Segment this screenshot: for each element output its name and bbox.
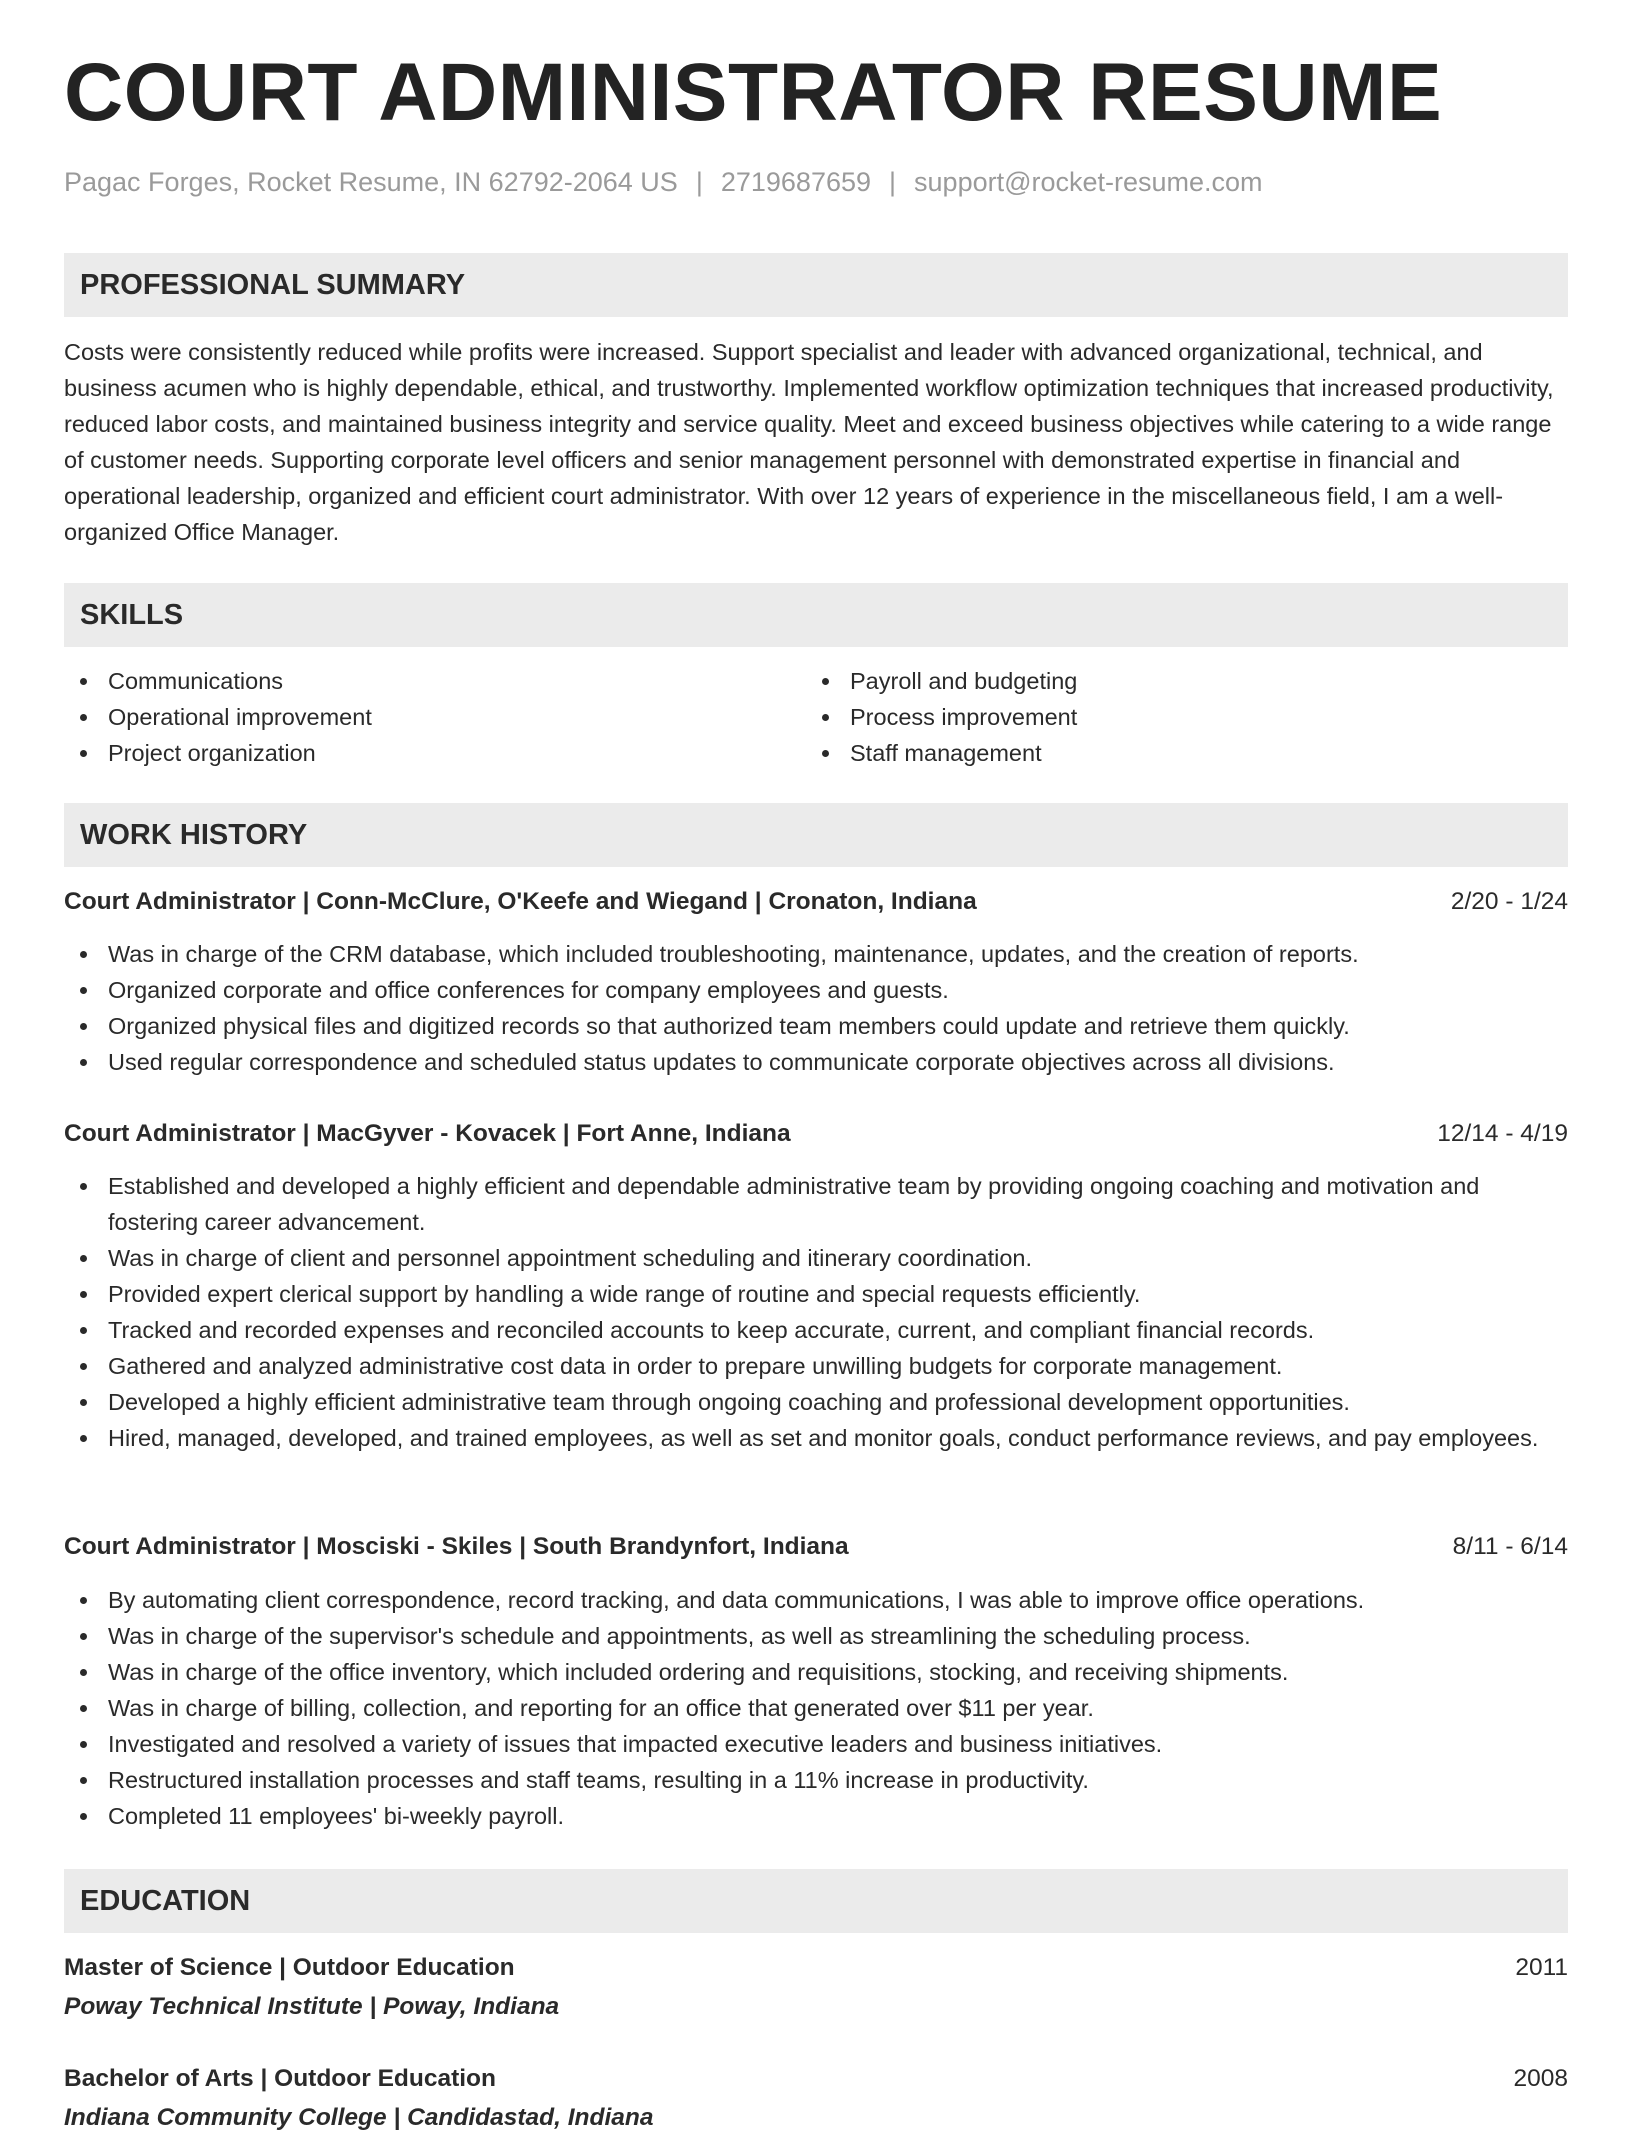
section-header-work-history bbox=[64, 803, 1568, 867]
education-year: 2011 bbox=[1515, 1954, 1568, 1981]
job-bullet: Organized corporate and office conferences for company employees and guests. bbox=[64, 972, 1568, 1008]
job-bullets bbox=[64, 936, 1568, 1080]
job-bullet: By automating client correspondence, record tracking, and data communications, I was able to improve office operations. bbox=[64, 1582, 1568, 1618]
job-bullet: Was in charge of the CRM database, which included troubleshooting, maintenance, updates, and the creation of reports. bbox=[64, 936, 1568, 972]
education-degree: Bachelor of Arts | Outdoor Education bbox=[64, 2065, 496, 2092]
job-bullet: Was in charge of the supervisor's schedule and appointments, as well as streamlining the scheduling process. bbox=[64, 1618, 1568, 1654]
job-bullet: Was in charge of client and personnel appointment scheduling and itinerary coordination. bbox=[64, 1240, 1568, 1276]
job-bullet: Used regular correspondence and scheduled status updates to communicate corporate objectives across all divisions. bbox=[64, 1044, 1568, 1080]
contact-line bbox=[64, 166, 1263, 198]
job-dates: 2/20 - 1/24 bbox=[1450, 888, 1568, 915]
skill-item: Operational improvement bbox=[64, 699, 764, 735]
job-bullets bbox=[64, 1168, 1568, 1456]
education-year: 2008 bbox=[1513, 2065, 1568, 2092]
education-header bbox=[64, 1953, 1568, 1982]
job-header bbox=[64, 887, 1568, 916]
skill-item: Process improvement bbox=[806, 699, 1506, 735]
job-bullet: Developed a highly efficient administrative team through ongoing coaching and professional development opportunities. bbox=[64, 1384, 1568, 1420]
job-bullet: Was in charge of the office inventory, which included ordering and requisitions, stocking, and receiving shipments. bbox=[64, 1654, 1568, 1690]
job-bullet: Hired, managed, developed, and trained employees, as well as set and monitor goals, conduct performance reviews, and pay employees. bbox=[64, 1420, 1568, 1456]
contact-address: Pagac Forges, Rocket Resume, IN 62792-2064 US bbox=[64, 167, 678, 197]
job-bullet: Provided expert clerical support by handling a wide range of routine and special requests efficiently. bbox=[64, 1276, 1568, 1312]
contact-email[interactable]: support@rocket-resume.com bbox=[914, 167, 1263, 197]
job-bullet: Gathered and analyzed administrative cost data in order to prepare unwilling budgets for corporate management. bbox=[64, 1348, 1568, 1384]
resume-title: COURT ADMINISTRATOR RESUME bbox=[64, 47, 1443, 138]
job-bullet: Completed 11 employees' bi-weekly payroll. bbox=[64, 1798, 1568, 1834]
contact-separator: | bbox=[889, 167, 897, 197]
job-title: Court Administrator | MacGyver - Kovacek | Fort Anne, Indiana bbox=[64, 1120, 791, 1147]
education-institution: Indiana Community College | Candidastad, Indiana bbox=[64, 2104, 654, 2131]
education-degree: Master of Science | Outdoor Education bbox=[64, 1954, 515, 1981]
job-bullet: Investigated and resolved a variety of issues that impacted executive leaders and business initiatives. bbox=[64, 1726, 1568, 1762]
summary-text: Costs were consistently reduced while profits were increased. Support specialist and leader with advanced organizational, technical, and business acumen who is highly dependable, ethical, and trustworthy. Implemented workflow optimization techniques that increased productivity, reduced labor costs, and maintained business integrity and service quality. Meet and exceed business objectives while catering to a wide range of customer needs. Supporting corporate level officers and senior management personnel with demonstrated expertise in financial and operational leadership, organized and efficient court administrator. With over 12 years of experience in the miscellaneous field, I am a well-organized Office Manager. bbox=[64, 339, 1554, 545]
job-dates: 12/14 - 4/19 bbox=[1437, 1120, 1568, 1147]
education-institution: Poway Technical Institute | Poway, Indiana bbox=[64, 1993, 560, 2020]
skill-item: Communications bbox=[64, 663, 764, 699]
skill-item: Project organization bbox=[64, 735, 764, 771]
job-header bbox=[64, 1532, 1568, 1561]
section-title: SKILLS bbox=[80, 599, 184, 631]
section-header-education bbox=[64, 1869, 1568, 1933]
education-header bbox=[64, 2064, 1568, 2093]
job-title: Court Administrator | Mosciski - Skiles | South Brandynfort, Indiana bbox=[64, 1533, 849, 1560]
section-title: PROFESSIONAL SUMMARY bbox=[80, 269, 466, 301]
job-title: Court Administrator | Conn-McClure, O'Keefe and Wiegand | Cronaton, Indiana bbox=[64, 888, 977, 915]
section-header-summary bbox=[64, 253, 1568, 317]
section-title: EDUCATION bbox=[80, 1885, 251, 1917]
job-dates: 8/11 - 6/14 bbox=[1452, 1533, 1568, 1560]
skill-item: Staff management bbox=[806, 735, 1506, 771]
job-bullet: Established and developed a highly efficient and dependable administrative team by providing ongoing coaching and motivation and fostering career advancement. bbox=[64, 1168, 1568, 1240]
skill-item: Payroll and budgeting bbox=[806, 663, 1506, 699]
section-title: WORK HISTORY bbox=[80, 819, 308, 851]
skills-column-2 bbox=[806, 663, 1506, 771]
job-bullet: Was in charge of billing, collection, and reporting for an office that generated over $11 per year. bbox=[64, 1690, 1568, 1726]
contact-phone: 2719687659 bbox=[720, 167, 872, 197]
skills-column-1 bbox=[64, 663, 764, 771]
job-bullet: Restructured installation processes and staff teams, resulting in a 11% increase in productivity. bbox=[64, 1762, 1568, 1798]
contact-separator: | bbox=[695, 167, 703, 197]
job-bullets bbox=[64, 1582, 1568, 1834]
job-bullet: Tracked and recorded expenses and reconciled accounts to keep accurate, current, and compliant financial records. bbox=[64, 1312, 1568, 1348]
job-bullet: Organized physical files and digitized records so that authorized team members could update and retrieve them quickly. bbox=[64, 1008, 1568, 1044]
section-header-skills bbox=[64, 583, 1568, 647]
job-header bbox=[64, 1119, 1568, 1148]
